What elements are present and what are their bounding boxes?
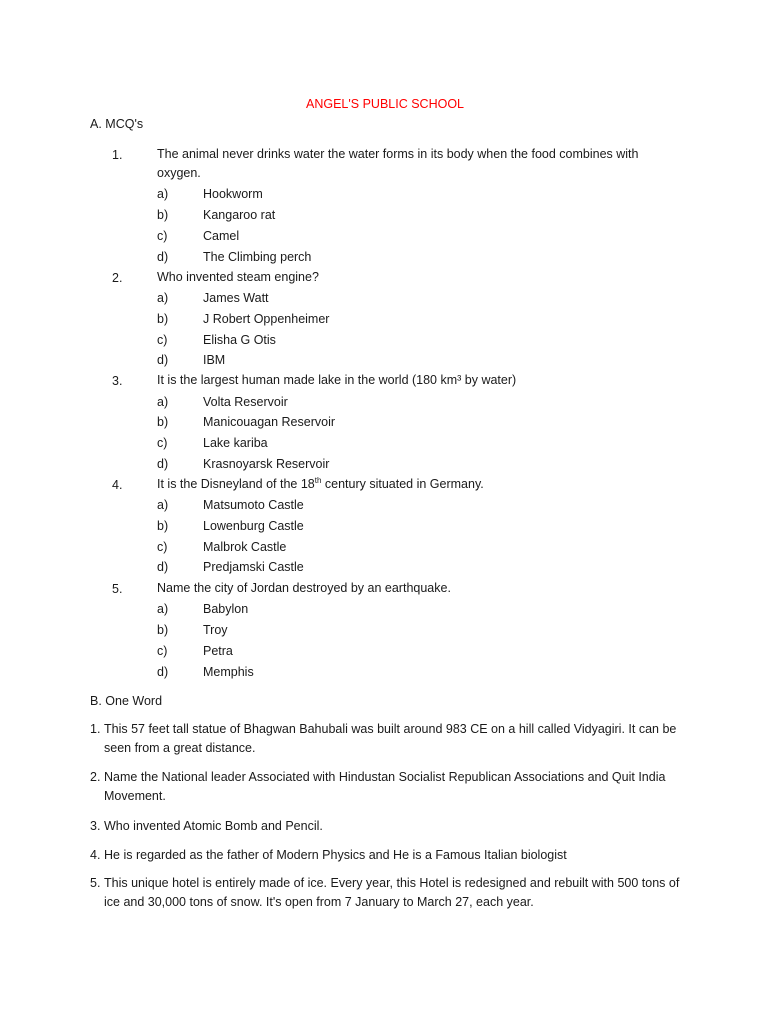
item-number: 1.	[90, 722, 101, 736]
option-letter: a)	[157, 498, 169, 512]
option-letter: a)	[157, 602, 169, 616]
option-text: Lake kariba	[203, 436, 268, 450]
option-text: Troy	[203, 623, 228, 637]
option-text: IBM	[203, 353, 226, 367]
question-text	[157, 475, 677, 494]
item-text: This unique hotel is entirely made of ice. Every year, this Hotel is redesigned and rebuilt with 500 tons of ice and 30,000 tons of snow. It's open from 7 January to March 27, each year.	[104, 876, 680, 909]
option-letter: c)	[157, 229, 168, 243]
option-letter: b)	[157, 519, 169, 533]
section-b-heading: B. One Word	[90, 694, 163, 708]
option-letter: b)	[157, 208, 169, 222]
option-text: Volta Reservoir	[203, 395, 288, 409]
question-text-part: It is the Disneyland of the 18	[157, 477, 315, 491]
item-number: 3.	[90, 819, 101, 833]
option-letter: b)	[157, 415, 169, 429]
option-letter: b)	[157, 623, 169, 637]
question-text: Who invented steam engine?	[157, 270, 319, 284]
option-letter: d)	[157, 457, 169, 471]
option-text: Krasnoyarsk Reservoir	[203, 457, 330, 471]
option-letter: c)	[157, 540, 168, 554]
option-letter: d)	[157, 560, 169, 574]
option-letter: d)	[157, 250, 169, 264]
question-text: It is the largest human made lake in the world (180 km³ by water)	[157, 373, 517, 387]
one-word-item	[90, 768, 680, 803]
option-letter: d)	[157, 665, 169, 679]
option-letter: b)	[157, 312, 169, 326]
item-text: This 57 feet tall statue of Bhagwan Bahubali was built around 983 CE on a hill called Vidyagiri. It can be seen from a great distance.	[104, 722, 677, 755]
question-text: The animal never drinks water the water forms in its body when the food combines with oxygen.	[157, 147, 639, 180]
option-letter: a)	[157, 395, 169, 409]
option-text: Babylon	[203, 602, 249, 616]
item-text: Who invented Atomic Bomb and Pencil.	[104, 819, 323, 833]
one-word-item	[90, 846, 680, 865]
item-number: 2.	[90, 770, 101, 784]
option-text: Memphis	[203, 665, 254, 679]
option-text: The Climbing perch	[203, 250, 312, 264]
item-text: He is regarded as the father of Modern Physics and He is a Famous Italian biologist	[104, 848, 567, 862]
question-number: 5.	[112, 582, 123, 596]
option-text: Petra	[203, 644, 233, 658]
section-a-heading: A. MCQ's	[90, 117, 144, 131]
option-text: Malbrok Castle	[203, 540, 287, 554]
option-letter: c)	[157, 436, 168, 450]
question-number: 3.	[112, 374, 123, 388]
option-text: Camel	[203, 229, 240, 243]
item-number: 5.	[90, 876, 101, 890]
option-text: J Robert Oppenheimer	[203, 312, 330, 326]
question-text-part: century situated in Germany.	[321, 477, 484, 491]
question-number: 1.	[112, 148, 123, 162]
option-text: Elisha G Otis	[203, 333, 276, 347]
option-text: Kangaroo rat	[203, 208, 276, 222]
one-word-item	[90, 720, 680, 755]
option-letter: c)	[157, 333, 168, 347]
option-text: Matsumoto Castle	[203, 498, 304, 512]
question-text: Name the city of Jordan destroyed by an earthquake.	[157, 581, 451, 595]
one-word-item	[90, 874, 680, 909]
one-word-item	[90, 817, 680, 836]
option-text: Predjamski Castle	[203, 560, 304, 574]
school-title: ANGEL'S PUBLIC SCHOOL	[306, 97, 464, 111]
option-text: Hookworm	[203, 187, 263, 201]
option-text: James Watt	[203, 291, 269, 305]
item-text: Name the National leader Associated with Hindustan Socialist Republican Associations and Quit India Movement.	[104, 770, 666, 803]
option-letter: d)	[157, 353, 169, 367]
item-number: 4.	[90, 848, 101, 862]
option-letter: c)	[157, 644, 168, 658]
question-number: 2.	[112, 271, 123, 285]
question-number: 4.	[112, 478, 123, 492]
option-text: Manicouagan Reservoir	[203, 415, 336, 429]
ordinal-suffix: th	[314, 475, 322, 485]
option-text: Lowenburg Castle	[203, 519, 304, 533]
option-letter: a)	[157, 187, 169, 201]
option-letter: a)	[157, 291, 169, 305]
